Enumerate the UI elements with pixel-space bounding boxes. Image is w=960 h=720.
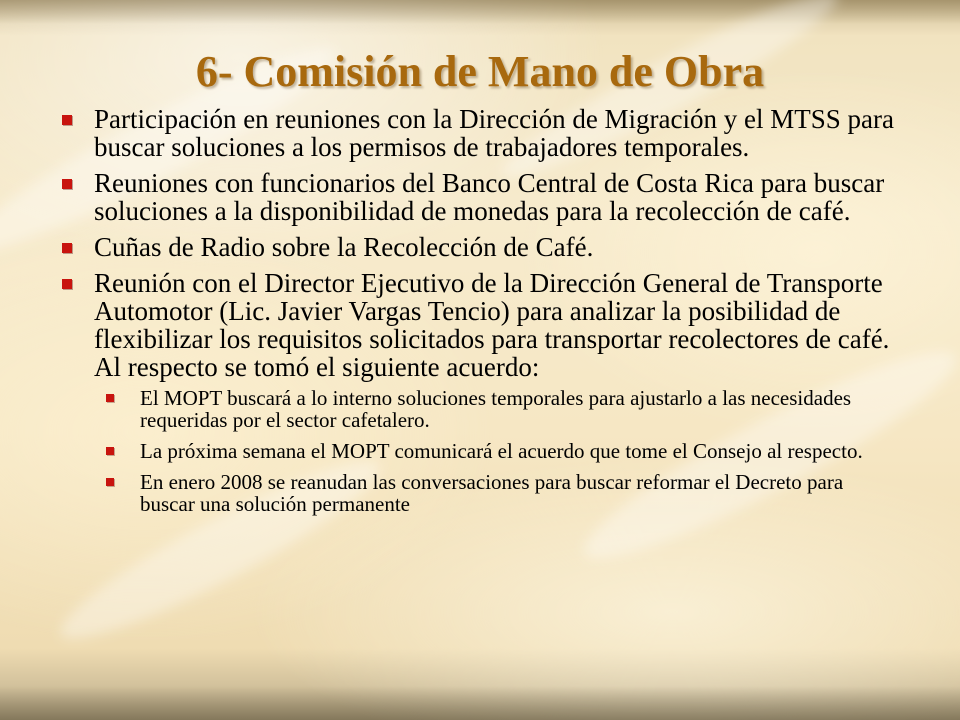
square-bullet-icon xyxy=(62,115,72,125)
sub-bullet-item xyxy=(100,387,898,431)
sub-bullet-text: La próxima semana el MOPT comunicará el acuerdo que tome el Consejo al respecto. xyxy=(140,439,863,463)
bullet-item xyxy=(58,169,898,225)
square-bullet-icon xyxy=(106,394,114,402)
sub-bullet-item xyxy=(100,471,898,515)
slide-content xyxy=(58,105,898,524)
square-bullet-icon xyxy=(62,279,72,289)
bullet-item xyxy=(58,269,898,515)
square-bullet-icon xyxy=(62,179,72,189)
sub-bullet-item xyxy=(100,440,898,462)
square-bullet-icon xyxy=(106,447,114,455)
square-bullet-icon xyxy=(106,478,114,486)
bullet-text: Reunión con el Director Ejecutivo de la Dirección General de Transporte Automotor (Lic. Javier Vargas Tencio) para analizar la posibilidad de flexibilizar los requisitos solicitados para transportar recolectores de café. Al respecto se tomó el siguiente acuerdo: xyxy=(94,268,890,382)
sub-bullet-text: El MOPT buscará a lo interno soluciones temporales para ajustarlo a las necesidades requeridas por el sector cafetalero. xyxy=(140,386,852,432)
bullet-text: Reuniones con funcionarios del Banco Central de Costa Rica para buscar soluciones a la disponibilidad de monedas para la recolección de café. xyxy=(94,168,885,226)
bullet-item xyxy=(58,105,898,161)
bullet-text: Participación en reuniones con la Dirección de Migración y el MTSS para buscar soluciones a los permisos de trabajadores temporales. xyxy=(94,104,894,162)
bullet-text: Cuñas de Radio sobre la Recolección de Café. xyxy=(94,232,594,262)
sub-bullet-list xyxy=(94,387,898,515)
bottom-shadow-edge xyxy=(0,686,960,720)
slide-title: 6- Comisión de Mano de Obra xyxy=(195,47,765,96)
bullet-item xyxy=(58,233,898,261)
square-bullet-icon xyxy=(62,243,72,253)
sub-bullet-text: En enero 2008 se reanudan las conversaciones para buscar reformar el Decreto para buscar una solución permanente xyxy=(140,470,844,516)
